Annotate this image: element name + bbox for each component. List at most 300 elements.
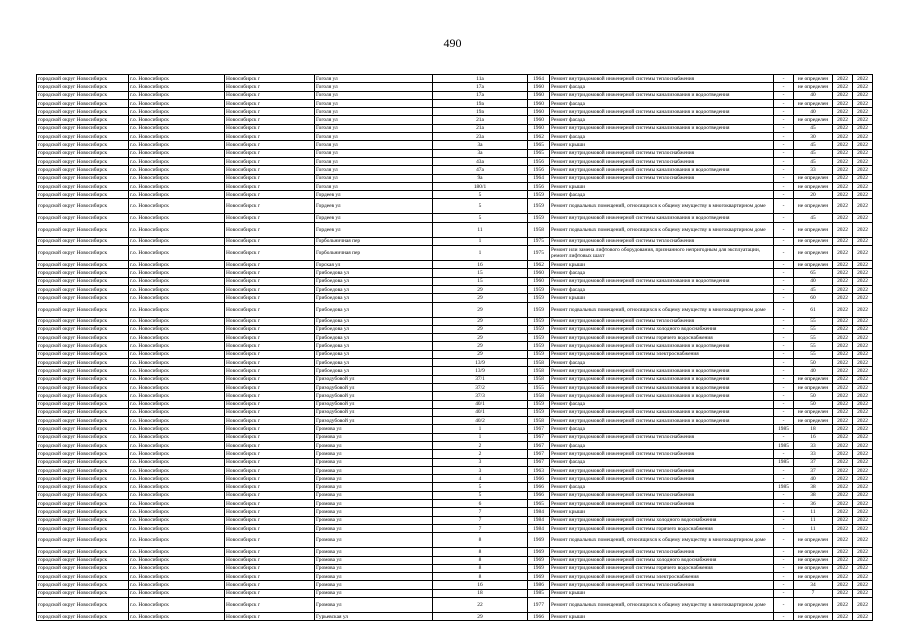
plan-start-cell: 2022: [833, 417, 853, 425]
district-cell: г.о. Новосибирск: [129, 508, 225, 516]
house-number-cell: 1: [433, 433, 528, 441]
wear-cell: 37: [794, 466, 833, 474]
street-cell: Грибоедова ул: [315, 350, 433, 358]
district-cell: г.о. Новосибирск: [129, 450, 225, 458]
wear-cell: не определен: [794, 261, 833, 269]
page-number: 490: [443, 36, 462, 50]
city-cell: Новосибирск г: [225, 466, 315, 474]
street-cell: Громова ул: [315, 500, 433, 508]
district-cell: г.о. Новосибирск: [129, 83, 225, 91]
street-cell: Гризодубовой ул: [315, 400, 433, 408]
city-cell: Новосибирск г: [225, 524, 315, 532]
table-row: [37, 433, 873, 441]
city-cell: Новосибирск г: [225, 246, 315, 261]
build-year-cell: 1966: [528, 483, 550, 491]
plan-end-cell: 2022: [853, 425, 873, 433]
plan-start-cell: 2022: [833, 573, 853, 581]
plan-start-cell: 2022: [833, 383, 853, 391]
table-row: [37, 556, 873, 564]
plan-start-cell: 2022: [833, 375, 853, 383]
street-cell: Грибоедова ул: [315, 317, 433, 325]
table-row: [37, 450, 873, 458]
table-row: [37, 133, 873, 141]
last-repair-year-cell: -: [774, 433, 794, 441]
house-number-cell: 5: [433, 491, 528, 499]
municipality-cell: городской округ Новосибирск: [37, 141, 129, 149]
plan-end-cell: 2022: [853, 174, 873, 182]
build-year-cell: 1960: [528, 124, 550, 132]
build-year-cell: 1959: [528, 325, 550, 333]
plan-end-cell: 2022: [853, 483, 873, 491]
municipality-cell: городской округ Новосибирск: [37, 500, 129, 508]
wear-cell: 45: [794, 149, 833, 157]
plan-end-cell: 2022: [853, 408, 873, 416]
street-cell: Грибоедова ул: [315, 334, 433, 342]
last-repair-year-cell: -: [774, 556, 794, 564]
table-row: [37, 491, 873, 499]
district-cell: г.о. Новосибирск: [129, 166, 225, 174]
work-type-cell: Ремонт фасада: [550, 285, 774, 293]
wear-cell: 65: [794, 269, 833, 277]
plan-end-cell: 2022: [853, 317, 873, 325]
street-cell: Громова ул: [315, 441, 433, 449]
wear-cell: 50: [794, 359, 833, 367]
district-cell: г.о. Новосибирск: [129, 75, 225, 83]
build-year-cell: 1959: [528, 302, 550, 317]
plan-end-cell: 2022: [853, 302, 873, 317]
work-type-cell: Ремонт подвальных помещений, относящихся к общему имуществу в многоквартирном доме: [550, 222, 774, 237]
table-row: [37, 91, 873, 99]
plan-end-cell: 2022: [853, 133, 873, 141]
build-year-cell: 1959: [528, 214, 550, 222]
table-row: [37, 564, 873, 572]
city-cell: Новосибирск г: [225, 222, 315, 237]
district-cell: г.о. Новосибирск: [129, 334, 225, 342]
plan-end-cell: 2022: [853, 83, 873, 91]
city-cell: Новосибирск г: [225, 392, 315, 400]
wear-cell: 45: [794, 157, 833, 165]
wear-cell: 36: [794, 500, 833, 508]
plan-start-cell: 2022: [833, 116, 853, 124]
street-cell: Гризодубовой ул: [315, 383, 433, 391]
last-repair-year-cell: -: [774, 214, 794, 222]
city-cell: Новосибирск г: [225, 408, 315, 416]
plan-start-cell: 2022: [833, 91, 853, 99]
house-number-cell: 29: [433, 342, 528, 350]
city-cell: Новосибирск г: [225, 359, 315, 367]
table-row: [37, 285, 873, 293]
build-year-cell: 1959: [528, 400, 550, 408]
city-cell: Новосибирск г: [225, 400, 315, 408]
last-repair-year-cell: -: [774, 500, 794, 508]
plan-end-cell: 2022: [853, 199, 873, 214]
build-year-cell: 1966: [528, 491, 550, 499]
build-year-cell: 1963: [528, 466, 550, 474]
build-year-cell: 1960: [528, 83, 550, 91]
wear-cell: не определен: [794, 548, 833, 556]
district-cell: г.о. Новосибирск: [129, 350, 225, 358]
wear-cell: не определен: [794, 598, 833, 613]
district-cell: г.о. Новосибирск: [129, 516, 225, 524]
city-cell: Новосибирск г: [225, 116, 315, 124]
build-year-cell: 1966: [528, 613, 550, 621]
last-repair-year-cell: -: [774, 277, 794, 285]
wear-cell: 40: [794, 277, 833, 285]
house-number-cell: 1: [433, 246, 528, 261]
plan-start-cell: 2022: [833, 317, 853, 325]
house-number-cell: 43а: [433, 157, 528, 165]
table-row: [37, 524, 873, 532]
last-repair-year-cell: -: [774, 269, 794, 277]
city-cell: Новосибирск г: [225, 475, 315, 483]
work-type-cell: Ремонт подвальных помещений, относящихся к общему имуществу в многоквартирном доме: [550, 533, 774, 548]
plan-end-cell: 2022: [853, 116, 873, 124]
municipality-cell: городской округ Новосибирск: [37, 191, 129, 199]
table-row: [37, 573, 873, 581]
build-year-cell: 1967: [528, 433, 550, 441]
house-number-cell: 8: [433, 564, 528, 572]
wear-cell: 33: [794, 441, 833, 449]
municipality-cell: городской округ Новосибирск: [37, 589, 129, 597]
plan-start-cell: 2022: [833, 458, 853, 466]
last-repair-year-cell: -: [774, 141, 794, 149]
municipality-cell: городской округ Новосибирск: [37, 548, 129, 556]
plan-start-cell: 2022: [833, 533, 853, 548]
municipality-cell: городской округ Новосибирск: [37, 508, 129, 516]
house-number-cell: 21а: [433, 116, 528, 124]
municipality-cell: городской округ Новосибирск: [37, 392, 129, 400]
house-number-cell: 37/2: [433, 383, 528, 391]
city-cell: Новосибирск г: [225, 83, 315, 91]
plan-end-cell: 2022: [853, 581, 873, 589]
street-cell: Громова ул: [315, 483, 433, 491]
house-number-cell: 40/2: [433, 417, 528, 425]
municipality-cell: городской округ Новосибирск: [37, 417, 129, 425]
last-repair-year-cell: -: [774, 367, 794, 375]
street-cell: Громова ул: [315, 564, 433, 572]
build-year-cell: 1967: [528, 425, 550, 433]
plan-start-cell: 2022: [833, 441, 853, 449]
plan-start-cell: 2022: [833, 246, 853, 261]
work-type-cell: Ремонт внутридомовой инженерной системы холодного водоснабжения: [550, 516, 774, 524]
plan-end-cell: 2022: [853, 269, 873, 277]
table-row: [37, 124, 873, 132]
city-cell: Новосибирск г: [225, 108, 315, 116]
build-year-cell: 1959: [528, 334, 550, 342]
house-number-cell: 29: [433, 285, 528, 293]
plan-start-cell: 2022: [833, 466, 853, 474]
last-repair-year-cell: -: [774, 392, 794, 400]
house-number-cell: 18: [433, 589, 528, 597]
plan-end-cell: 2022: [853, 450, 873, 458]
plan-end-cell: 2022: [853, 508, 873, 516]
wear-cell: не определен: [794, 83, 833, 91]
district-cell: г.о. Новосибирск: [129, 157, 225, 165]
street-cell: Грибоедова ул: [315, 277, 433, 285]
city-cell: Новосибирск г: [225, 214, 315, 222]
build-year-cell: 1964: [528, 75, 550, 83]
last-repair-year-cell: -: [774, 294, 794, 302]
build-year-cell: 1984: [528, 516, 550, 524]
build-year-cell: 1985: [528, 589, 550, 597]
house-number-cell: 180/1: [433, 182, 528, 190]
table-row: [37, 302, 873, 317]
city-cell: Новосибирск г: [225, 325, 315, 333]
district-cell: г.о. Новосибирск: [129, 261, 225, 269]
plan-start-cell: 2022: [833, 613, 853, 621]
table-body: [37, 75, 873, 621]
district-cell: г.о. Новосибирск: [129, 589, 225, 597]
house-number-cell: 29: [433, 613, 528, 621]
district-cell: г.о. Новосибирск: [129, 285, 225, 293]
build-year-cell: 1955: [528, 383, 550, 391]
work-type-cell: Ремонт подвальных помещений, относящихся к общему имуществу в многоквартирном доме: [550, 598, 774, 613]
build-year-cell: 1965: [528, 141, 550, 149]
last-repair-year-cell: -: [774, 564, 794, 572]
table-row: [37, 417, 873, 425]
last-repair-year-cell: -: [774, 157, 794, 165]
work-type-cell: Ремонт внутридомовой инженерной системы теплоснабжения: [550, 237, 774, 245]
wear-cell: 33: [794, 450, 833, 458]
last-repair-year-cell: -: [774, 237, 794, 245]
table-row: [37, 149, 873, 157]
city-cell: Новосибирск г: [225, 166, 315, 174]
house-number-cell: 7: [433, 508, 528, 516]
municipality-cell: городской округ Новосибирск: [37, 182, 129, 190]
house-number-cell: 6: [433, 500, 528, 508]
wear-cell: 34: [794, 581, 833, 589]
street-cell: Гризодубовой ул: [315, 392, 433, 400]
municipality-cell: городской округ Новосибирск: [37, 350, 129, 358]
house-number-cell: 37/1: [433, 375, 528, 383]
wear-cell: 7: [794, 589, 833, 597]
wear-cell: 45: [794, 214, 833, 222]
build-year-cell: 1969: [528, 573, 550, 581]
city-cell: Новосибирск г: [225, 261, 315, 269]
wear-cell: 11: [794, 516, 833, 524]
table-row: [37, 375, 873, 383]
district-cell: г.о. Новосибирск: [129, 237, 225, 245]
build-year-cell: 1966: [528, 475, 550, 483]
street-cell: Гоголя ул: [315, 141, 433, 149]
municipality-cell: городской округ Новосибирск: [37, 246, 129, 261]
street-cell: Гоголя ул: [315, 166, 433, 174]
district-cell: г.о. Новосибирск: [129, 294, 225, 302]
plan-start-cell: 2022: [833, 302, 853, 317]
street-cell: Гоголя ул: [315, 99, 433, 107]
street-cell: Гоголя ул: [315, 108, 433, 116]
plan-start-cell: 2022: [833, 157, 853, 165]
plan-start-cell: 2022: [833, 475, 853, 483]
table-row: [37, 548, 873, 556]
house-number-cell: 8: [433, 556, 528, 564]
work-type-cell: Ремонт внутридомовой инженерной системы теплоснабжения: [550, 491, 774, 499]
table-row: [37, 294, 873, 302]
plan-start-cell: 2022: [833, 199, 853, 214]
last-repair-year-cell: 1985: [774, 425, 794, 433]
house-number-cell: 13/9: [433, 359, 528, 367]
house-number-cell: 11а: [433, 75, 528, 83]
street-cell: Грибоедова ул: [315, 342, 433, 350]
municipality-cell: городской округ Новосибирск: [37, 124, 129, 132]
plan-start-cell: 2022: [833, 589, 853, 597]
house-number-cell: 47а: [433, 166, 528, 174]
work-type-cell: Ремонт внутридомовой инженерной системы канализования и водоотведения: [550, 166, 774, 174]
city-cell: Новосибирск г: [225, 174, 315, 182]
plan-start-cell: 2022: [833, 516, 853, 524]
street-cell: Громова ул: [315, 491, 433, 499]
table-row: [37, 141, 873, 149]
city-cell: Новосибирск г: [225, 237, 315, 245]
last-repair-year-cell: -: [774, 548, 794, 556]
table-row: [37, 116, 873, 124]
plan-end-cell: 2022: [853, 149, 873, 157]
work-type-cell: Ремонт фасада: [550, 483, 774, 491]
municipality-cell: городской округ Новосибирск: [37, 174, 129, 182]
wear-cell: 50: [794, 400, 833, 408]
district-cell: г.о. Новосибирск: [129, 116, 225, 124]
table-row: [37, 199, 873, 214]
district-cell: г.о. Новосибирск: [129, 124, 225, 132]
district-cell: г.о. Новосибирск: [129, 277, 225, 285]
build-year-cell: 1959: [528, 294, 550, 302]
house-number-cell: 16: [433, 261, 528, 269]
last-repair-year-cell: -: [774, 466, 794, 474]
work-type-cell: Ремонт внутридомовой инженерной системы теплоснабжения: [550, 157, 774, 165]
last-repair-year-cell: -: [774, 124, 794, 132]
plan-end-cell: 2022: [853, 75, 873, 83]
last-repair-year-cell: -: [774, 533, 794, 548]
wear-cell: 20: [794, 191, 833, 199]
city-cell: Новосибирск г: [225, 589, 315, 597]
street-cell: Грибоедова ул: [315, 294, 433, 302]
plan-start-cell: 2022: [833, 359, 853, 367]
build-year-cell: 1969: [528, 556, 550, 564]
house-number-cell: 8: [433, 533, 528, 548]
city-cell: Новосибирск г: [225, 516, 315, 524]
plan-start-cell: 2022: [833, 425, 853, 433]
street-cell: Гоголя ул: [315, 133, 433, 141]
wear-cell: не определен: [794, 408, 833, 416]
work-type-cell: Ремонт фасада: [550, 133, 774, 141]
district-cell: г.о. Новосибирск: [129, 548, 225, 556]
city-cell: Новосибирск г: [225, 375, 315, 383]
build-year-cell: 1967: [528, 458, 550, 466]
plan-start-cell: 2022: [833, 133, 853, 141]
house-number-cell: 22: [433, 598, 528, 613]
street-cell: Горбольничная пер: [315, 246, 433, 261]
street-cell: Громова ул: [315, 598, 433, 613]
table-row: [37, 441, 873, 449]
work-type-cell: Ремонт внутридомовой инженерной системы теплоснабжения: [550, 149, 774, 157]
wear-cell: 38: [794, 491, 833, 499]
municipality-cell: городской округ Новосибирск: [37, 277, 129, 285]
street-cell: Громова ул: [315, 548, 433, 556]
plan-end-cell: 2022: [853, 166, 873, 174]
municipality-cell: городской округ Новосибирск: [37, 483, 129, 491]
wear-cell: не определен: [794, 99, 833, 107]
district-cell: г.о. Новосибирск: [129, 367, 225, 375]
city-cell: Новосибирск г: [225, 91, 315, 99]
build-year-cell: 1958: [528, 392, 550, 400]
street-cell: Грибоедова ул: [315, 367, 433, 375]
work-type-cell: Ремонт внутридомовой инженерной системы горячего водоснабжения: [550, 334, 774, 342]
city-cell: Новосибирск г: [225, 99, 315, 107]
city-cell: Новосибирск г: [225, 294, 315, 302]
last-repair-year-cell: -: [774, 589, 794, 597]
build-year-cell: 1965: [528, 149, 550, 157]
city-cell: Новосибирск г: [225, 182, 315, 190]
plan-end-cell: 2022: [853, 375, 873, 383]
build-year-cell: 1960: [528, 269, 550, 277]
municipality-cell: городской округ Новосибирск: [37, 450, 129, 458]
work-type-cell: Ремонт внутридомовой инженерной системы теплоснабжения: [550, 450, 774, 458]
municipality-cell: городской округ Новосибирск: [37, 400, 129, 408]
house-number-cell: 7: [433, 516, 528, 524]
house-number-cell: 16: [433, 581, 528, 589]
last-repair-year-cell: -: [774, 83, 794, 91]
house-number-cell: 17а: [433, 83, 528, 91]
table-row: [37, 475, 873, 483]
plan-start-cell: 2022: [833, 450, 853, 458]
wear-cell: не определен: [794, 556, 833, 564]
plan-end-cell: 2022: [853, 222, 873, 237]
build-year-cell: 1959: [528, 342, 550, 350]
wear-cell: 40: [794, 367, 833, 375]
district-cell: г.о. Новосибирск: [129, 433, 225, 441]
build-year-cell: 1969: [528, 533, 550, 548]
table-row: [37, 157, 873, 165]
work-type-cell: Ремонт внутридомовой инженерной системы канализования и водоотведения: [550, 417, 774, 425]
street-cell: Громова ул: [315, 589, 433, 597]
wear-cell: не определен: [794, 246, 833, 261]
district-cell: г.о. Новосибирск: [129, 108, 225, 116]
work-type-cell: Ремонт фасада: [550, 116, 774, 124]
work-type-cell: Ремонт внутридомовой инженерной системы теплоснабжения: [550, 317, 774, 325]
wear-cell: не определен: [794, 533, 833, 548]
house-number-cell: 29: [433, 350, 528, 358]
district-cell: г.о. Новосибирск: [129, 182, 225, 190]
last-repair-year-cell: -: [774, 116, 794, 124]
work-type-cell: Ремонт или замена лифтового оборудования, признанного непригодным для эксплуатации, ремонт лифтовых шахт: [550, 246, 774, 261]
work-type-cell: Ремонт подвальных помещений, относящихся к общему имуществу в многоквартирном доме: [550, 199, 774, 214]
district-cell: г.о. Новосибирск: [129, 475, 225, 483]
plan-end-cell: 2022: [853, 261, 873, 269]
street-cell: Гордеев ул: [315, 214, 433, 222]
work-type-cell: Ремонт крыши: [550, 141, 774, 149]
wear-cell: не определен: [794, 199, 833, 214]
plan-end-cell: 2022: [853, 466, 873, 474]
plan-start-cell: 2022: [833, 325, 853, 333]
build-year-cell: 1962: [528, 261, 550, 269]
work-type-cell: Ремонт внутридомовой инженерной системы канализования и водоотведения: [550, 342, 774, 350]
plan-start-cell: 2022: [833, 548, 853, 556]
street-cell: Грибоедова ул: [315, 325, 433, 333]
plan-end-cell: 2022: [853, 392, 873, 400]
table-row: [37, 359, 873, 367]
build-year-cell: 1962: [528, 133, 550, 141]
street-cell: Громова ул: [315, 508, 433, 516]
district-cell: г.о. Новосибирск: [129, 302, 225, 317]
wear-cell: 55: [794, 317, 833, 325]
build-year-cell: 1956: [528, 157, 550, 165]
work-type-cell: Ремонт внутридомовой инженерной системы канализования и водоотведения: [550, 392, 774, 400]
municipality-cell: городской округ Новосибирск: [37, 222, 129, 237]
city-cell: Новосибирск г: [225, 425, 315, 433]
house-number-cell: 1: [433, 237, 528, 245]
municipality-cell: городской округ Новосибирск: [37, 214, 129, 222]
wear-cell: не определен: [794, 564, 833, 572]
